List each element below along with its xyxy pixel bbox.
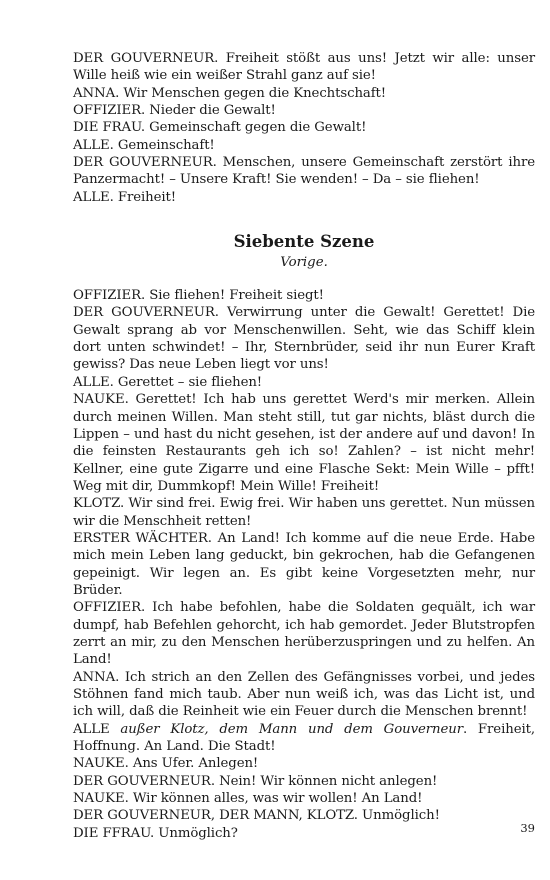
speaker-name: ALLE <box>73 721 110 737</box>
dialogue-line: ERSTER WÄCHTER. An Land! Ich komme auf die neue Erde. Habe mich mein Leben lang geduckt, bin gekrochen, hab die Gefangenen gepeinigt. Wir legen an. Es gibt keine Vorgesetzten mehr, nur Brüder. <box>73 530 535 598</box>
dialogue-line: OFFIZIER. Nieder die Gewalt! <box>73 103 276 119</box>
scene-previous-dialogue <box>73 50 535 206</box>
dialogue-line: ALLE. Gerettet – sie fliehen! <box>73 374 263 390</box>
page-content <box>73 50 535 842</box>
dialogue-line: DER GOUVERNEUR. Verwirrung unter die Gewalt! Gerettet! Die Gewalt sprang ab vor Menschenwillen. Seht, wie das Schiff klein dort unten schwindet! – Ihr, Sternbrüder, seid ihr nun Eurer Kraft gewiss? Das neue Leben liegt vor uns! <box>73 305 535 373</box>
dialogue-line: ANNA. Ich strich an den Zellen des Gefängnisses vorbei, und jedes Stöhnen fand mich taub. Aber nun weiß ich, was das Licht ist, und ich will, daß die Reinheit wie ein Feuer durch die Menschen brennt! <box>73 669 535 720</box>
dialogue-line: DIE FFRAU. Unmöglich? <box>73 825 238 841</box>
page-number: 39 <box>520 821 535 835</box>
dialogue-line: DER GOUVERNEUR, DER MANN, KLOTZ. Unmöglich! <box>73 808 440 824</box>
dialogue-line: ALLE. Gemeinschaft! <box>73 137 215 153</box>
stage-direction: außer Klotz, dem Mann und dem Gouverneur <box>120 721 463 737</box>
dialogue-line: NAUKE. Gerettet! Ich hab uns gerettet Werd's mir merken. Allein durch meinen Willen. Man steht still, tut gar nichts, bläst durch die Lippen – und hast du nicht gesehen, ist der andere auf und davon! In die feinsten Restaurants geh ich so! Zahlen? – ist nicht mehr! Kellner, eine gute Zigarre und eine Flasche Sekt: Mein Wille – pfft! Weg mit dir, Dummkopf! Mein Wille! Freiheit! <box>73 392 535 494</box>
dialogue-line: NAUKE. Ans Ufer. Anlegen! <box>73 756 259 772</box>
dialogue-line: NAUKE. Wir können alles, was wir wollen! An Land! <box>73 791 423 807</box>
dialogue-line: DER GOUVERNEUR. Freiheit stößt aus uns! Jetzt wir alle: unser Wille heiß wie ein weißer Strahl ganz auf sie! <box>73 51 535 84</box>
scene-subtitle: Vorige. <box>280 255 328 271</box>
dialogue-line: OFFIZIER. Sie fliehen! Freiheit siegt! <box>73 288 324 304</box>
scene-title: Siebente Szene <box>233 232 375 252</box>
dialogue-line: DER GOUVERNEUR. Nein! Wir können nicht anlegen! <box>73 773 438 789</box>
dialogue-line-alle <box>73 721 535 756</box>
dialogue-line: ANNA. Wir Menschen gegen die Knechtschaft! <box>73 85 387 101</box>
dialogue-line: OFFIZIER. Ich habe befohlen, habe die Soldaten gequält, ich war dumpf, hab Befehlen gehorcht, ich hab gemordet. Jeder Blutstropfen zerrt an mir, zu den Menschen herüberzuspringen und zu helfen. An Land! <box>73 600 535 668</box>
scene-main-dialogue <box>73 287 535 842</box>
dialogue-line: ALLE. Freiheit! <box>73 189 176 205</box>
dialogue-line: KLOTZ. Wir sind frei. Ewig frei. Wir haben uns gerettet. Nun müssen wir die Menschheit retten! <box>73 496 535 529</box>
dialogue-text: . Freiheit, Hoffnung. An Land. Die Stadt! <box>73 721 535 755</box>
dialogue-line: DER GOUVERNEUR. Menschen, unsere Gemeinschaft zerstört ihre Panzermacht! – Unsere Kraft! Sie wenden! – Da – sie fliehen! <box>73 155 535 188</box>
dialogue-line: DIE FRAU. Gemeinschaft gegen die Gewalt! <box>73 120 367 136</box>
